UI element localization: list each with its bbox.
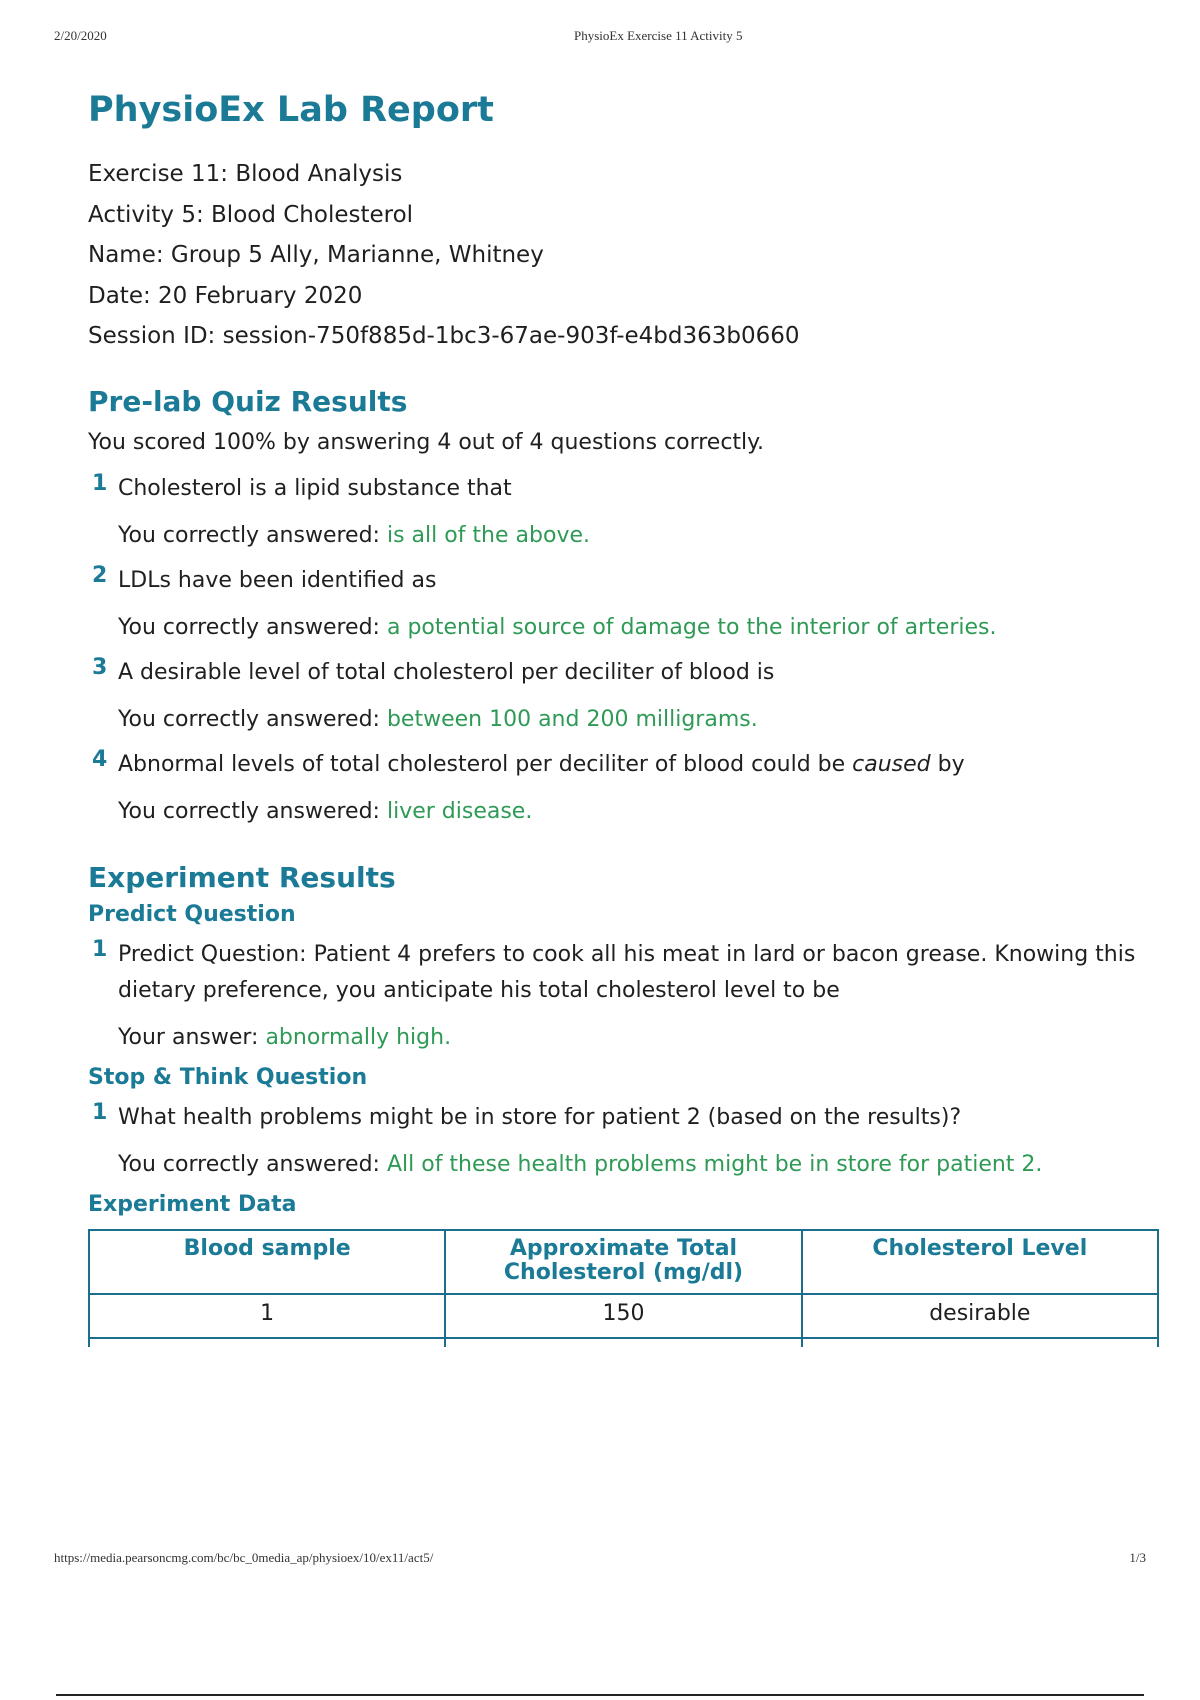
answer-prefix: You correctly answered: (118, 798, 380, 824)
date-line: Date: 20 February 2020 (88, 282, 363, 309)
table-row (89, 1294, 1158, 1338)
question-text: Predict Question: Patient 4 prefers to cook all his meat in lard or bacon grease. Knowing this dietary preference, you anticipate his total cholesterol level to be (118, 941, 1136, 1003)
answer-prefix: Your answer: (118, 1024, 259, 1050)
stop-think-heading: Stop & Think Question (88, 1064, 368, 1090)
table-cell-empty (802, 1338, 1158, 1347)
bottom-divider (56, 1694, 1144, 1696)
question-number: 2 (92, 562, 108, 588)
question-number: 3 (92, 654, 108, 680)
question-number: 4 (92, 746, 108, 772)
question-text: Cholesterol is a lipid substance that (118, 475, 512, 501)
answer-value: is all of the above. (386, 522, 590, 548)
predict-heading: Predict Question (88, 901, 296, 927)
question-text: What health problems might be in store for patient 2 (based on the results)? (118, 1104, 962, 1130)
table-cell-empty (89, 1338, 445, 1347)
answer-value: a potential source of damage to the interior of arteries. (386, 614, 997, 640)
quiz-question-3 (88, 655, 1158, 735)
session-line: Session ID: session-750f885d-1bc3-67ae-903f-e4bd363b0660 (88, 323, 800, 349)
name-line: Name: Group 5 Ally, Marianne, Whitney (88, 242, 544, 268)
question-number: 1 (92, 936, 108, 962)
question-text-part: Abnormal levels of total cholesterol per deciliter of blood could be (118, 751, 853, 777)
quiz-question-4 (88, 747, 1158, 827)
quiz-question-2 (88, 563, 1158, 643)
predict-question (88, 937, 1158, 1053)
question-answer (118, 797, 1158, 827)
stop-think-question (88, 1100, 1158, 1180)
question-answer (118, 613, 1158, 643)
quiz-question-1 (88, 471, 1158, 551)
answer-value: All of these health problems might be in store for patient 2. (386, 1151, 1043, 1177)
answer-prefix: You correctly answered: (118, 614, 380, 640)
prelab-summary: You scored 100% by answering 4 out of 4 questions correctly. (88, 429, 765, 455)
question-text-emphasis: caused (852, 751, 931, 777)
answer-value: abnormally high. (265, 1024, 452, 1050)
answer-value: liver disease. (386, 798, 533, 824)
table-cell: desirable (802, 1294, 1158, 1338)
question-answer (118, 1150, 1158, 1180)
question-text: A desirable level of total cholesterol per deciliter of blood is (118, 659, 775, 685)
report-content (88, 90, 1158, 1347)
column-header-cholesterol-level: Cholesterol Level (802, 1230, 1158, 1294)
report-title: PhysioEx Lab Report (88, 90, 494, 130)
table-row-cutoff (89, 1338, 1158, 1347)
print-url: https://media.pearsoncmg.com/bc/bc_0media_ap/physioex/10/ex11/act5/ (54, 1550, 434, 1565)
activity-line: Activity 5: Blood Cholesterol (88, 201, 414, 228)
question-answer (118, 705, 1158, 735)
experiment-data-heading: Experiment Data (88, 1191, 297, 1217)
question-text: LDLs have been identified as (118, 567, 437, 593)
question-number: 1 (92, 470, 108, 496)
table-header-row (89, 1230, 1158, 1294)
answer-prefix: You correctly answered: (118, 706, 380, 732)
exercise-line: Exercise 11: Blood Analysis (88, 161, 403, 187)
table-cell: 1 (89, 1294, 445, 1338)
column-header-total-cholesterol: Approximate Total Cholesterol (mg/dl) (445, 1230, 801, 1294)
question-text (118, 747, 1158, 783)
page-number: 1/3 (1129, 1550, 1146, 1565)
answer-prefix: You correctly answered: (118, 522, 380, 548)
table-cell: 150 (445, 1294, 801, 1338)
question-text-part: by (930, 751, 965, 777)
experiment-heading: Experiment Results (88, 860, 396, 894)
experiment-data-table (88, 1229, 1159, 1347)
print-title: PhysioEx Exercise 11 Activity 5 (574, 28, 743, 43)
question-number: 1 (92, 1099, 108, 1125)
question-answer (118, 521, 1158, 551)
answer-prefix: You correctly answered: (118, 1151, 380, 1177)
column-header-blood-sample: Blood sample (89, 1230, 445, 1294)
print-header (54, 28, 1146, 48)
table-cell-empty (445, 1338, 801, 1347)
prelab-heading: Pre-lab Quiz Results (88, 384, 408, 418)
answer-value: between 100 and 200 milligrams. (386, 706, 758, 732)
print-date: 2/20/2020 (54, 28, 107, 43)
question-answer (118, 1023, 1158, 1053)
print-footer (54, 1550, 1146, 1570)
